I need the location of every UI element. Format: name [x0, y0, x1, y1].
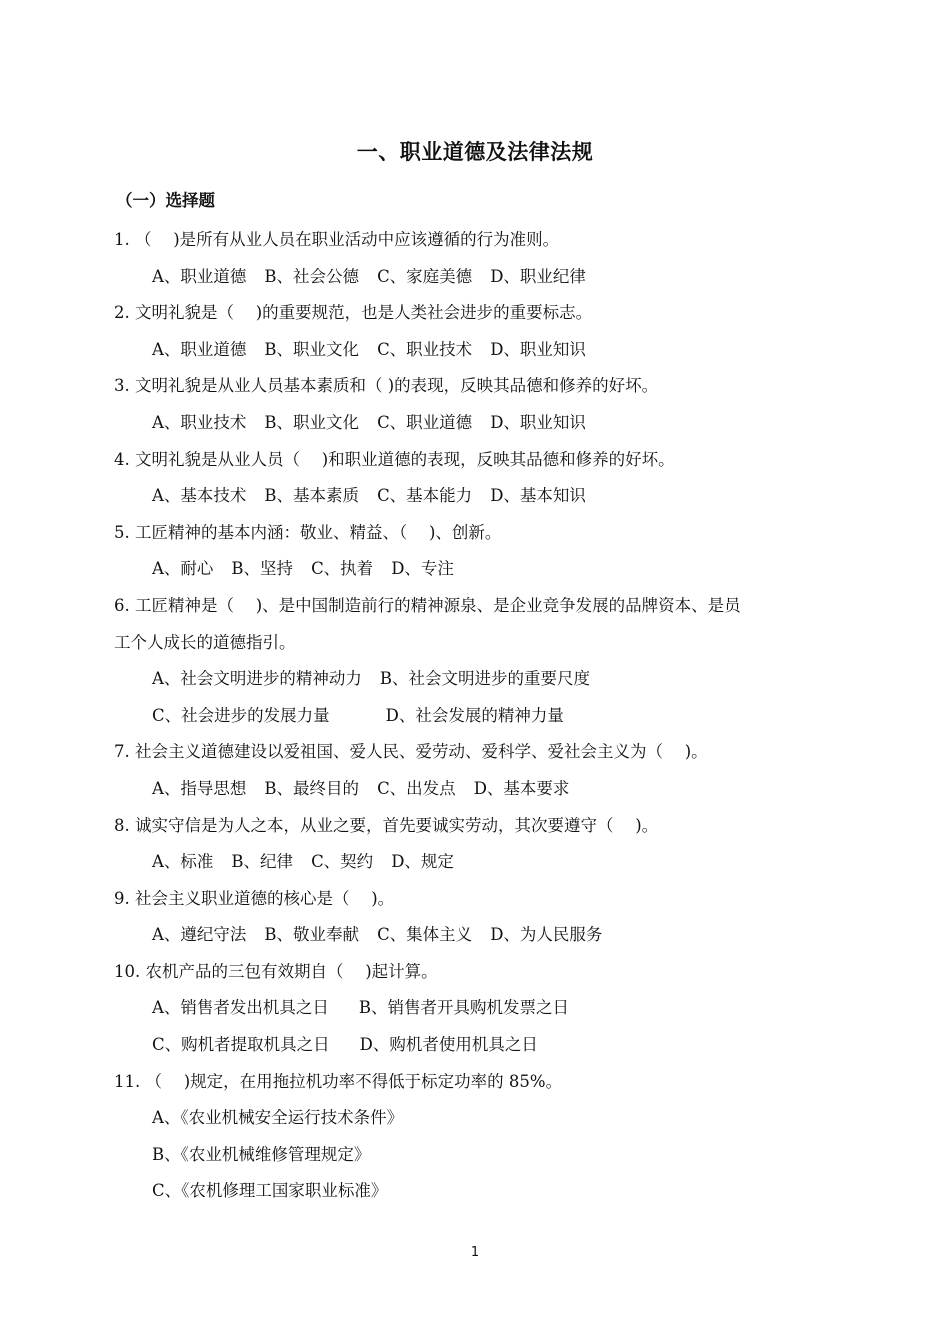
question-options [114, 990, 854, 1027]
option-b: B、基本素质 [264, 486, 360, 506]
option-b: B、社会公德 [264, 266, 360, 286]
question-stem: 7. 社会主义道德建设以爱祖国、爱人民、爱劳动、爱科学、爱社会主义为（ )。 [114, 742, 708, 762]
option-d: D、职业知识 [490, 339, 586, 359]
question-stem: 4. 文明礼貌是从业人员（ )和职业道德的表现，反映其品德和修养的好坏。 [114, 449, 675, 469]
option-a: A、标准 [152, 852, 214, 872]
option-b: B、纪律 [231, 852, 294, 872]
option-a: A、职业道德 [152, 339, 247, 359]
option-d: D、为人民服务 [490, 925, 603, 945]
question-options [114, 771, 854, 808]
option-c: C、集体主义 [377, 925, 473, 945]
option-c: C、出发点 [377, 778, 456, 798]
question-stem: 9. 社会主义职业道德的核心是（ )。 [114, 888, 395, 908]
option-d: D、基本知识 [490, 486, 586, 506]
option-b: B、最终目的 [264, 778, 360, 798]
option-b: B、社会文明进步的重要尺度 [379, 669, 591, 689]
option-a: A、销售者发出机具之日 [152, 998, 329, 1018]
option-d: D、职业知识 [490, 412, 586, 432]
option-d: D、专注 [391, 559, 454, 579]
question-options [114, 478, 854, 515]
option-d: D、社会发展的精神力量 [385, 705, 564, 725]
option-a: A、耐心 [152, 559, 214, 579]
question-options [114, 551, 854, 588]
option-a: A、职业技术 [152, 412, 247, 432]
option-a: A、社会文明进步的精神动力 [152, 669, 362, 689]
option-a: A、基本技术 [152, 486, 247, 506]
section-heading: （一）选择题 [116, 191, 215, 210]
option-a: A、职业道德 [152, 266, 247, 286]
option-d: D、购机者使用机具之日 [359, 1035, 538, 1055]
question-options [114, 405, 854, 442]
question-stem: 8. 诚实守信是为人之本，从业之要，首先要诚实劳动，其次要遵守（ )。 [114, 815, 659, 835]
question-options [114, 259, 854, 296]
question-options [114, 332, 854, 369]
question-options [114, 1027, 854, 1064]
option-b: B、职业文化 [264, 412, 360, 432]
option-c: C、家庭美德 [377, 266, 473, 286]
option-a: A、遵纪守法 [152, 925, 247, 945]
question-stem: 3. 文明礼貌是从业人员基本素质和（ )的表现，反映其品德和修养的好坏。 [114, 376, 659, 396]
option-d: D、规定 [391, 852, 454, 872]
question-options [114, 698, 854, 735]
option-b: B、敬业奉献 [264, 925, 360, 945]
option-b: B、职业文化 [264, 339, 360, 359]
question-stem: 2. 文明礼貌是（ )的重要规范，也是人类社会进步的重要标志。 [114, 303, 593, 323]
page-title: 一、职业道德及法律法规 [356, 140, 594, 164]
question-stem: 10. 农机产品的三包有效期自（ )起计算。 [114, 961, 438, 981]
question-options [114, 844, 854, 881]
option-d: D、职业纪律 [490, 266, 586, 286]
question-options [114, 917, 854, 954]
option-c: C、购机者提取机具之日 [152, 1035, 330, 1055]
question-stem: 11. （ )规定，在用拖拉机功率不得低于标定功率的 85%。 [114, 1071, 563, 1091]
question-stem: 6. 工匠精神是（ )、是中国制造前行的精神源泉、是企业竞争发展的品牌资本、是员 [114, 595, 741, 615]
option-a: A、指导思想 [152, 778, 247, 798]
option-b: B、销售者开具购机发票之日 [358, 998, 570, 1018]
option-b: B、坚持 [231, 559, 294, 579]
question-list [114, 222, 854, 1210]
option-c: C、社会进步的发展力量 [152, 705, 330, 725]
question-stem: 5. 工匠精神的基本内涵：敬业、精益、（ )、创新。 [114, 522, 502, 542]
question-stem-continued: 工个人成长的道德指引。 [114, 632, 296, 652]
option-c: C、职业道德 [377, 412, 473, 432]
option-c: C、执着 [311, 559, 374, 579]
page-number: 1 [470, 1245, 480, 1260]
question-options [114, 661, 854, 698]
option-c: C、基本能力 [377, 486, 473, 506]
option-c: C、契约 [311, 852, 374, 872]
option-c: C、《农机修理工国家职业标准》 [152, 1181, 388, 1201]
question-stem: 1. （ )是所有从业人员在职业活动中应该遵循的行为准则。 [114, 230, 560, 249]
option-a: A、《农业机械安全运行技术条件》 [152, 1108, 404, 1128]
option-d: D、基本要求 [473, 778, 570, 798]
option-b: B、《农业机械维修管理规定》 [152, 1144, 371, 1164]
option-c: C、职业技术 [377, 339, 473, 359]
